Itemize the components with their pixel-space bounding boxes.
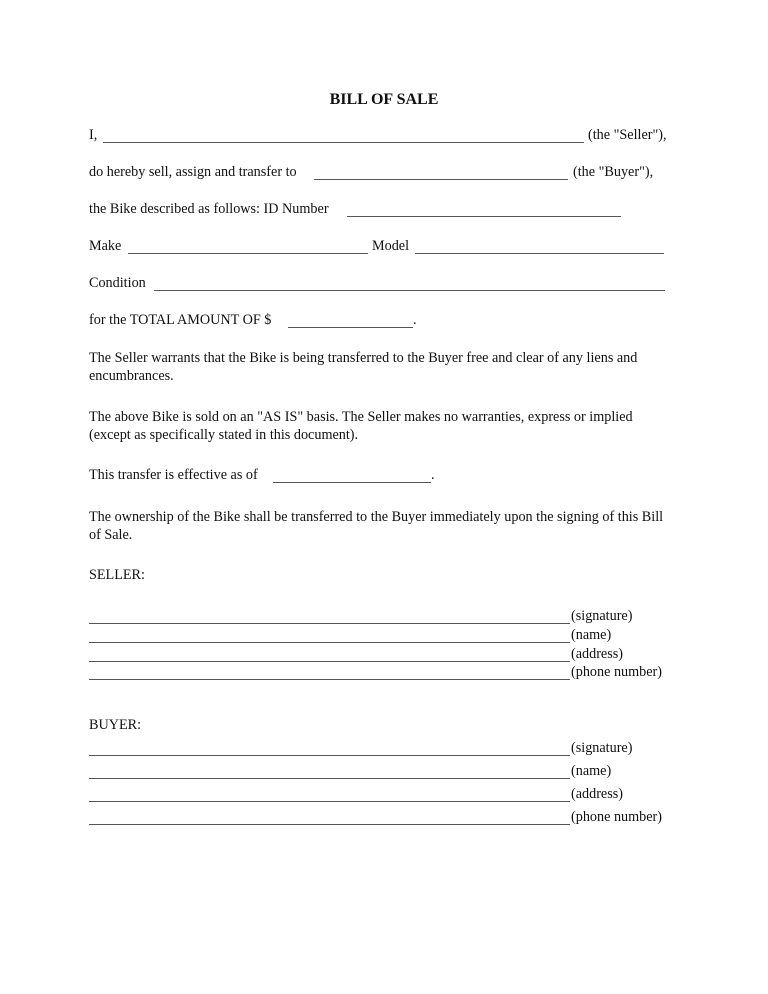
seller-phone-label: (phone number) — [571, 664, 663, 680]
buyer-signature-field[interactable] — [89, 755, 570, 756]
make-label: Make — [89, 238, 122, 254]
amount-label: for the TOTAL AMOUNT OF $ — [89, 312, 272, 328]
buyer-name-line[interactable] — [89, 778, 570, 779]
buyer-heading: BUYER: — [89, 717, 142, 733]
buyer-address-line[interactable] — [89, 801, 570, 802]
id-number-field[interactable] — [347, 216, 621, 217]
effective-date-field[interactable] — [273, 482, 431, 483]
buyer-suffix: (the "Buyer"), — [573, 164, 654, 180]
model-field[interactable] — [415, 253, 664, 254]
make-field[interactable] — [128, 253, 368, 254]
seller-phone-line[interactable] — [89, 679, 570, 680]
seller-name-field[interactable] — [103, 142, 584, 143]
buyer-phone-label: (phone number) — [571, 809, 663, 825]
buyer-name-label: (name) — [571, 763, 612, 779]
buyer-signature-label: (signature) — [571, 740, 633, 756]
amount-period: . — [413, 312, 417, 328]
effective-date-label: This transfer is effective as of — [89, 467, 258, 483]
document-title: BILL OF SALE — [329, 91, 439, 108]
id-number-label: the Bike described as follows: ID Number — [89, 201, 329, 217]
buyer-phone-line[interactable] — [89, 824, 570, 825]
seller-signature-label: (signature) — [571, 608, 633, 624]
seller-address-line[interactable] — [89, 661, 570, 662]
buyer-address-label: (address) — [571, 786, 623, 802]
warranty-paragraph: The Seller warrants that the Bike is being transferred to the Buyer free and clear of any liens and encumbrances. — [89, 350, 638, 384]
seller-heading: SELLER: — [89, 567, 145, 583]
model-label: Model — [372, 238, 410, 254]
seller-signature-field[interactable] — [89, 623, 570, 624]
condition-label: Condition — [89, 275, 146, 291]
as-is-paragraph: The above Bike is sold on an "AS IS" basis. The Seller makes no warranties, express or implied (except as specifically stated in this document). — [89, 409, 633, 443]
seller-name-label: (name) — [571, 627, 612, 643]
effective-date-period: . — [431, 467, 435, 483]
buyer-name-field[interactable] — [314, 179, 568, 180]
seller-suffix: (the "Seller"), — [588, 127, 667, 143]
amount-field[interactable] — [288, 327, 413, 328]
condition-field[interactable] — [154, 290, 665, 291]
seller-address-label: (address) — [571, 646, 623, 662]
buyer-prefix: do hereby sell, assign and transfer to — [89, 164, 297, 180]
ownership-paragraph: The ownership of the Bike shall be transferred to the Buyer immediately upon the signing of this Bill of Sale. — [89, 509, 664, 543]
seller-prefix: I, — [89, 127, 98, 143]
seller-name-line[interactable] — [89, 642, 570, 643]
